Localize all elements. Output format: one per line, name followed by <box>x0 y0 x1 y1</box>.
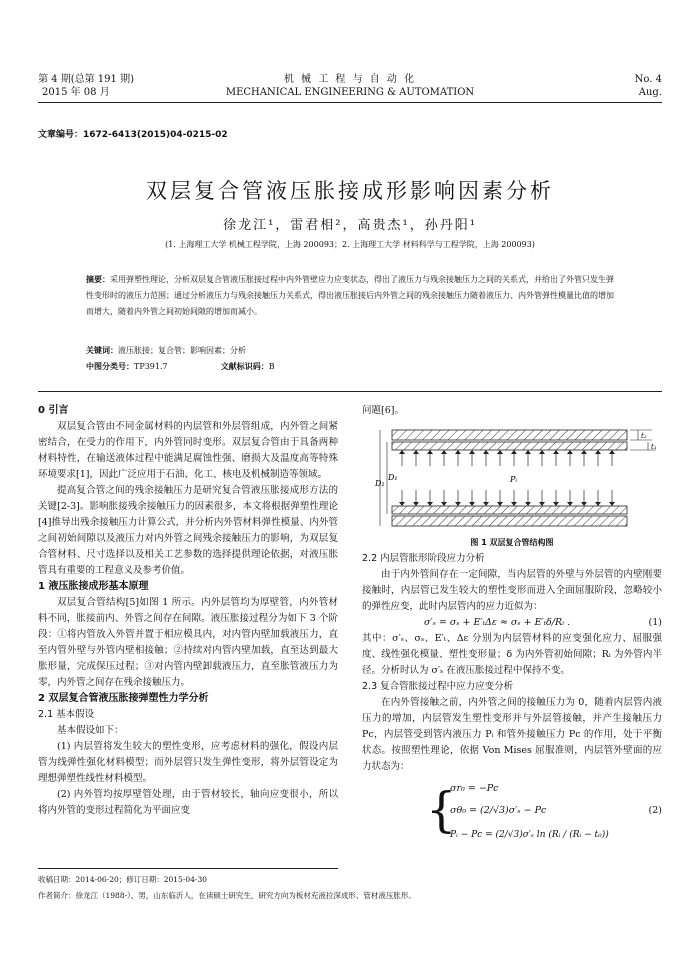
keywords-text: 液压胀接；复合管；影响因素；分析 <box>118 346 246 355</box>
abstract-rule <box>38 391 662 392</box>
assumption-intro: 基本假设如下： <box>57 725 124 736</box>
keywords-label: 关键词： <box>86 346 118 355</box>
doc-code-label: 文献标识码： <box>220 362 269 371</box>
abstract-label: 摘要： <box>86 275 110 284</box>
intro-para-2: 提高复合管之间的残余接触压力是研究复合管液压胀接成形方法的关键[2-3]。影响胀接残余接触压力的因素很多，本文将根据弹塑性理论[4]推导出残余接触压力计算公式，并分析内外管材料弹性模量、内外管之间初始间隙以及液压力对内外管之间残余接触压力的影响，为双层复合管材料、尺寸选择以及相关工艺参数的选择提供理论依据，对液压胀管具有重要的工程意义及参考价值。 <box>38 485 338 576</box>
fig-label-t2: t₂ <box>641 432 647 440</box>
abstract <box>86 272 616 320</box>
equation-1-number: (1) <box>648 617 662 628</box>
clc-label: 中图分类号： <box>86 362 134 371</box>
right-column-body <box>362 551 662 851</box>
journal-title <box>0 73 700 99</box>
month-label: Aug. <box>638 87 662 98</box>
section-intro-heading: 0 引言 <box>38 405 69 416</box>
issue-line: 第 4 期(总第 191 期) <box>38 74 134 85</box>
equation-2a: σr₀ = −Pc <box>450 783 499 794</box>
figure-1-caption: 图 1 双层复合管结构图 <box>470 538 554 547</box>
section-2-heading: 2 双层复合管液压胀接弹塑性力学分析 <box>38 693 209 704</box>
no-label: No. 4 <box>634 74 662 85</box>
journal-en: MECHANICAL ENGINEERING & AUTOMATION <box>225 87 475 98</box>
figure-1-diagram <box>372 422 662 534</box>
received-date: 收稿日期：2014-06-20；修订日期：2015-04-30 <box>38 875 207 884</box>
section-1-heading: 1 液压胀接成形基本原理 <box>38 581 149 592</box>
doc-code-value: B <box>268 362 275 371</box>
author-bio: 作者简介：徐龙江（1988-），男，山东临沂人，在读硕士研究生，研究方向为板材充液拉深成形、管材液压胀形。 <box>38 891 416 900</box>
footer-rule <box>38 868 338 869</box>
equation-2b: σθ₀ = (2/√3)σ′ₛ − Pc <box>450 805 547 816</box>
abstract-text: 采用弹塑性理论，分析双层复合管液压胀接过程中内外管壁应力应变状态，得出了液压力与残余接触压力之间的关系式，并给出了外管只发生弹性变形时的液压力范围；通过分析液压力与残余接触压力关系式，得出液压胀接后内外管之间的残余接触压力随着液压力、内外管弹性模量比值的增加而增大，随着内外管之间初始间隙的增加而减小。 <box>86 275 614 316</box>
equation-2-brace: { <box>426 782 457 838</box>
header-rule <box>38 102 662 103</box>
fig-label-d1: D₁ <box>388 473 398 482</box>
equation-1-explanation: 其中：σ′ₛ、σₛ、E′ₜ、Δε 分别为内层管材料的应变强化应力、屈服强度、线性强化模量、塑性变形量；δ 为内外管初始间隙；Rᵢ 为外管内半径。分析时认为 σ′ₛ 在液压胀接过程中保持不变。 <box>362 633 662 676</box>
issue-no <box>600 73 662 99</box>
affiliation: (1. 上海理工大学 机械工程学院，上海 200093；2. 上海理工大学 材料科学与工程学院，上海 200093) <box>165 240 535 249</box>
intro-para-1: 双层复合管由不同金属材料的内层管和外层管组成，内外管之间紧密结合，在受力的作用下，内外管同时变形。双层复合管由于具备两种材料特性，在输送液体过程中能满足腐蚀性强、磨损大及温度高等特殊环境要求[1]，因此广泛应用于石油、化工、核电及机械制造等领域。 <box>38 421 338 480</box>
fig-label-pressure: Pᵢ <box>510 475 517 484</box>
classification <box>86 359 616 375</box>
fig-label-t1: t₁ <box>651 443 657 451</box>
equation-2-number: (2) <box>648 805 662 816</box>
right-column <box>362 403 662 419</box>
section-2-2-heading: 2.2 内层管胀形阶段应力分析 <box>362 553 485 564</box>
section-2-3-para: 在内外管接触之前，内外管之间的接触压力为 0，随着内层管内液压力的增加，内层管发生塑性变形并与外层管接触，并产生接触压力 Pc，内层管受到管内液压力 Pᵢ 和管外接触压力 Pc 的作用，处于平衡状态。按照塑性理论，依据 Von Mises 屈服准则，内层管外壁面的应力状态为： <box>362 697 662 772</box>
equation-1 <box>362 615 662 631</box>
keywords <box>86 343 616 359</box>
journal-cn: 机 械 工 程 与 自 动 化 <box>283 74 417 85</box>
assumption-2: (2) 内外管均按厚壁管处理，由于管材较长，轴向应变很小，所以将内外管的变形过程简化为平面应变 <box>38 789 338 816</box>
section-1-para: 双层复合管结构[5]如图 1 所示。内外层管均为厚壁管，内外管材料不同，胀接前内、外管之间存在间隙。液压胀接过程分为如下 3 个阶段：①将内管放入外管并置于相应模具内，对内管内壁加载液压力，直至内管外壁与外管内壁相接触；②持续对内管内壁加载，直至达到最大胀形量，完成保压过程；③对内管内壁卸载液压力，直至胀管液压力为零，内外管之间存在残余接触压力。 <box>38 597 338 688</box>
equation-2c: Pᵢ − Pc = (2/√3)σ′ₛ ln (Rᵢ / (Rᵢ − t₀)) <box>450 830 609 840</box>
equation-1-body: σ′ₛ = σₛ + E′ₜΔε ≈ σₛ + E′ₜδ/Rᵢ . <box>424 617 571 628</box>
section-2-1-heading: 2.1 基本假设 <box>38 709 95 720</box>
equation-2 <box>362 777 662 851</box>
author-list: 徐龙江¹，雷君相²，高贵杰¹，孙丹阳¹ <box>223 218 477 233</box>
assumption-1: (1) 内层管将发生较大的塑性变形，应考虑材料的强化，假设内层管为线弹性强化材料模型；而外层管只发生弹性变形，将外层管设定为理想弹塑性线性材料模型。 <box>38 741 338 784</box>
section-2-2-para: 由于内外管间存在一定间隙，当内层管的外壁与外层管的内壁刚要接触时，内层管已发生较大的塑性变形而进入全面屈服阶段，忽略较小的弹性应变，此时内层管内的应力近似为： <box>362 569 662 612</box>
article-number: 文章编号：1672-6413(2015)04-0215-02 <box>38 130 228 140</box>
left-column <box>38 403 338 819</box>
clc-value: TP391.7 <box>134 362 168 371</box>
date-line: 2015 年 08 月 <box>42 87 110 98</box>
paper-title: 双层复合管液压胀接成形影响因素分析 <box>146 179 554 203</box>
fig-label-d2: D₂ <box>375 479 385 488</box>
continued-text: 问题[6]。 <box>362 405 404 416</box>
section-2-3-heading: 2.3 复合管胀接过程中应力应变分析 <box>362 681 514 692</box>
